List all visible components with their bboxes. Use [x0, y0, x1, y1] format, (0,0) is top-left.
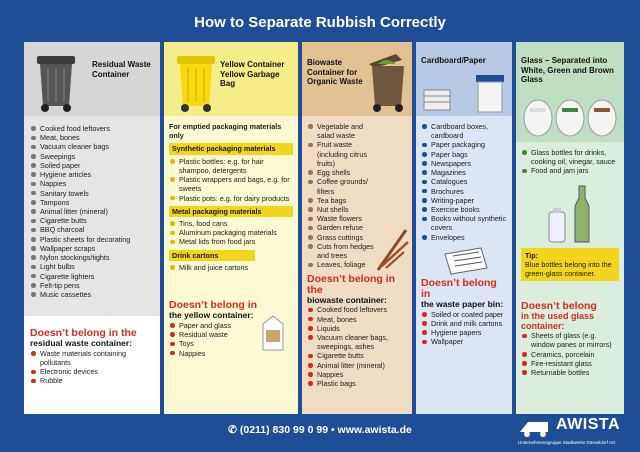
list-item: Cigarette butts: [30, 216, 154, 225]
list-item: Vacuum cleaner bags, sweepings, ashes: [307, 333, 407, 351]
list-item: Meat, bones: [307, 315, 407, 324]
list-item: Plastic bottles: e.g. for hair shampoo, detergents: [169, 157, 293, 175]
list-item: Metal lids from food jars: [169, 237, 293, 246]
residual-header: [24, 42, 160, 116]
list-item: Brochures: [421, 187, 507, 196]
list-item: Returnable bottles: [521, 368, 619, 377]
yellow-section-title: Drink cartons: [169, 250, 255, 261]
list-item: Cardboard boxes, cardboard: [421, 122, 507, 140]
list-item: Ceramics, porcelain: [521, 350, 619, 359]
list-item: Coffee grounds/ filters: [307, 177, 379, 195]
list-item: Leaves, foliage: [307, 260, 379, 269]
list-item: Plastic wrappers and bags, e.g. for sweets: [169, 175, 293, 193]
footer-contact: ✆ (0211) 830 99 0 99 • www.awista.de: [228, 424, 412, 436]
bio-header: [302, 42, 412, 116]
bio-not-sub: biowaste container:: [307, 294, 387, 305]
grey-bin-icon: [34, 52, 78, 112]
bottles-icon: [543, 182, 603, 244]
list-item: Tampons: [30, 198, 154, 207]
list-item: Toys: [169, 339, 293, 348]
list-item: Nappies: [307, 370, 407, 379]
list-item: Aluminum packaging materials: [169, 228, 293, 237]
residual-not-sub: residual waste container:: [30, 338, 133, 349]
list-item: Music cassettes: [30, 290, 154, 299]
list-item: Light bulbs: [30, 262, 154, 271]
list-item: Soiled paper: [30, 161, 154, 170]
list-item: Soiled or coated paper: [421, 310, 507, 319]
list-item: Plastic sheets for decorating: [30, 235, 154, 244]
paper-not-heading: Doesn’t belong in: [421, 276, 497, 300]
list-item: Cigarette lighters: [30, 272, 154, 281]
glass-containers-icon: [522, 94, 618, 138]
blue-bin-icon: [474, 72, 506, 114]
logo-name: AWISTA: [556, 416, 621, 433]
list-item: Cooked food leftovers: [30, 124, 154, 133]
yellow-bin-icon: [174, 52, 218, 112]
biowaste-panel: [302, 42, 412, 414]
list-item: Wallpaper scraps: [30, 244, 154, 253]
list-item: Plastic pots: e.g. for dairy products: [169, 194, 293, 203]
yellow-cartons-list: [169, 263, 257, 272]
paper-list: [421, 122, 507, 242]
list-item: Glass bottles for drinks, cooking oil, vinegar, sauce: [521, 148, 619, 166]
list-item: Liquids: [307, 324, 407, 333]
list-item: Vegetable and salad waste: [307, 122, 379, 140]
yellow-not-sub: the yellow container:: [169, 310, 254, 321]
glass-title: Glass – Separated into White, Green and Brown Glass: [521, 56, 614, 85]
list-item: Waste materials containing pollutants: [30, 349, 154, 367]
paper-stack-icon: [422, 86, 452, 112]
awista-logo: [518, 416, 628, 448]
list-item: Fruit waste (including citrus fruits): [307, 140, 379, 168]
list-item: Books without synthetic covers: [421, 214, 507, 232]
list-item: Cigarette butts: [307, 351, 407, 360]
tip-label: Tip:: [525, 250, 539, 260]
list-item: Fire-resistant glass: [521, 359, 619, 368]
paper-title: Cardboard/Paper: [421, 56, 486, 65]
paper-panel: [416, 42, 512, 414]
list-item: Hygiene articles: [30, 170, 154, 179]
truck-icon: [518, 418, 552, 438]
list-item: Hygiene papers: [421, 328, 507, 337]
residual-not-list: [30, 349, 154, 386]
glass-list: [521, 148, 619, 176]
list-item: Milk and juice cartons: [169, 263, 257, 272]
paper-not-list: [421, 310, 507, 347]
list-item: Writing-paper: [421, 196, 507, 205]
branches-icon: [376, 222, 410, 272]
list-item: Catalogues: [421, 177, 507, 186]
residual-not-heading: Doesn’t belong in the: [30, 327, 137, 339]
list-item: Rubble: [30, 376, 154, 385]
list-item: Cuts from hedges and trees: [307, 242, 379, 260]
yellow-not-list: [169, 321, 293, 358]
list-item: Felt-tip pens: [30, 281, 154, 290]
yellow-header: [164, 42, 298, 116]
list-item: Animal litter (mineral): [307, 361, 407, 370]
bio-list: [307, 122, 379, 270]
list-item: Sweepings: [30, 152, 154, 161]
brown-bin-icon: [366, 52, 410, 112]
paper-header: [416, 42, 512, 116]
list-item: Tea bags: [307, 196, 379, 205]
list-item: Tins, food cans: [169, 219, 293, 228]
glass-panel: [516, 42, 624, 414]
list-item: Nut shells: [307, 205, 379, 214]
list-item: Wallpaper: [421, 337, 507, 346]
yellow-section-title: Synthetic packaging materials: [169, 143, 293, 154]
list-item: Plastic bags: [307, 379, 407, 388]
newspaper-icon: [441, 246, 491, 276]
bio-not-heading: Doesn’t belong in the: [307, 272, 396, 296]
list-item: Nylon stockings/tights: [30, 253, 154, 262]
yellow-container-panel: [164, 42, 298, 414]
list-item: Sanitary towels: [30, 189, 154, 198]
list-item: Magazines: [421, 168, 507, 177]
list-item: Garden refuse: [307, 223, 379, 232]
list-item: Exercise books: [421, 205, 507, 214]
yellow-title: Yellow Container Yellow Garbage Bag: [220, 60, 285, 89]
yellow-intro: For emptied packaging materials only: [169, 122, 282, 141]
list-item: Drink and milk cartons: [421, 319, 507, 328]
glass-header: [516, 42, 624, 142]
residual-waste-panel: [24, 42, 160, 414]
glass-not-list: [521, 331, 619, 377]
glass-not-heading: Doesn’t belong: [521, 300, 597, 313]
list-item: Residual waste: [169, 330, 293, 339]
list-item: Paper bags: [421, 150, 507, 159]
list-item: Paper packaging: [421, 140, 507, 149]
list-item: Nappies: [30, 179, 154, 188]
yellow-metal-list: [169, 219, 293, 247]
list-item: Waste flowers: [307, 214, 379, 223]
list-item: Newspapers: [421, 159, 507, 168]
logo-subtitle: Unternehmensgruppe Stadtwerke Düsseldorf AG: [518, 440, 616, 445]
list-item: Electronic devices: [30, 367, 154, 376]
residual-list: [30, 124, 154, 299]
list-item: Cooked food leftovers: [307, 305, 407, 314]
bio-title: Biowaste Container for Organic Waste: [307, 58, 363, 87]
page-title: How to Separate Rubbish Correctly: [194, 14, 446, 31]
list-item: Animal litter (mineral): [30, 207, 154, 216]
list-item: Grass cuttings: [307, 233, 379, 242]
list-item: Sheets of glass (e.g. window panes or mirrors): [521, 331, 619, 349]
list-item: Meat, bones: [30, 133, 154, 142]
yellow-section-title: Metal packaging materials: [169, 206, 293, 217]
glass-not-sub: in the used glass container:: [521, 311, 595, 331]
yellow-not-heading: Doesn’t belong in: [169, 299, 258, 312]
list-item: Vacuum cleaner bags: [30, 142, 154, 151]
list-item: Nappies: [169, 349, 293, 358]
yellow-synthetic-list: [169, 157, 293, 203]
tip-text: Blue bottles belong into the green-glass container.: [525, 259, 612, 279]
list-item: Paper and glass: [169, 321, 293, 330]
bio-not-list: [307, 305, 407, 388]
list-item: BBQ charcoal: [30, 225, 154, 234]
residual-title: Residual Waste Container: [92, 60, 151, 79]
paper-not-sub: the waste paper bin:: [421, 298, 504, 309]
list-item: Egg shells: [307, 168, 379, 177]
list-item: Food and jam jars: [521, 166, 619, 175]
list-item: Envelopes: [421, 233, 507, 242]
